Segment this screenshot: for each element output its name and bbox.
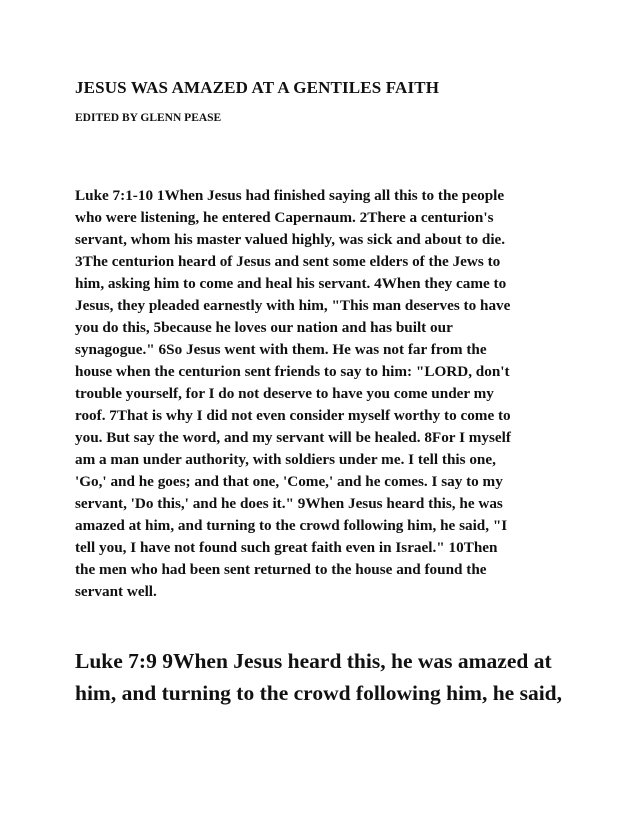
section-heading-line: Luke 7:9 9When Jesus heard this, he was amazed at xyxy=(75,649,552,673)
passage-line: tell you, I have not found such great faith even in Israel." 10Then xyxy=(75,539,498,556)
passage-line: 'Go,' and he goes; and that one, 'Come,' and he comes. I say to my xyxy=(75,473,503,490)
passage-line: amazed at him, and turning to the crowd following him, he said, "I xyxy=(75,517,508,534)
passage-line: servant well. xyxy=(75,583,157,600)
passage-line: who were listening, he entered Capernaum. 2There a centurion's xyxy=(75,209,494,226)
passage-line: you. But say the word, and my servant will be healed. 8For I myself xyxy=(75,429,511,446)
passage-line: the men who had been sent returned to the house and found the xyxy=(75,561,487,578)
passage-line: house when the centurion sent friends to say to him: "LORD, don't xyxy=(75,363,510,380)
passage-line: Jesus, they pleaded earnestly with him, "This man deserves to have xyxy=(75,297,511,314)
section-heading-line: him, and turning to the crowd following him, he said, xyxy=(75,681,563,705)
passage-line: you do this, 5because he loves our nation and has built our xyxy=(75,319,453,336)
scripture-passage xyxy=(75,185,575,603)
passage-line: 3The centurion heard of Jesus and sent some elders of the Jews to xyxy=(75,253,501,270)
passage-line: roof. 7That is why I did not even consider myself worthy to come to xyxy=(75,407,511,424)
passage-line: Luke 7:1-10 1When Jesus had finished saying all this to the people xyxy=(75,187,505,204)
section-heading xyxy=(75,645,595,709)
passage-line: trouble yourself, for I do not deserve to have you come under my xyxy=(75,385,494,402)
passage-line: servant, whom his master valued highly, was sick and about to die. xyxy=(75,231,506,248)
passage-line: synagogue." 6So Jesus went with them. He was not far from the xyxy=(75,341,487,358)
document-subtitle: EDITED BY GLENN PEASE xyxy=(75,112,222,124)
passage-line: servant, 'Do this,' and he does it." 9When Jesus heard this, he was xyxy=(75,495,503,512)
document-title: JESUS WAS AMAZED AT A GENTILES FAITH xyxy=(75,78,440,97)
passage-line: am a man under authority, with soldiers under me. I tell this one, xyxy=(75,451,496,468)
passage-line: him, asking him to come and heal his servant. 4When they came to xyxy=(75,275,507,292)
